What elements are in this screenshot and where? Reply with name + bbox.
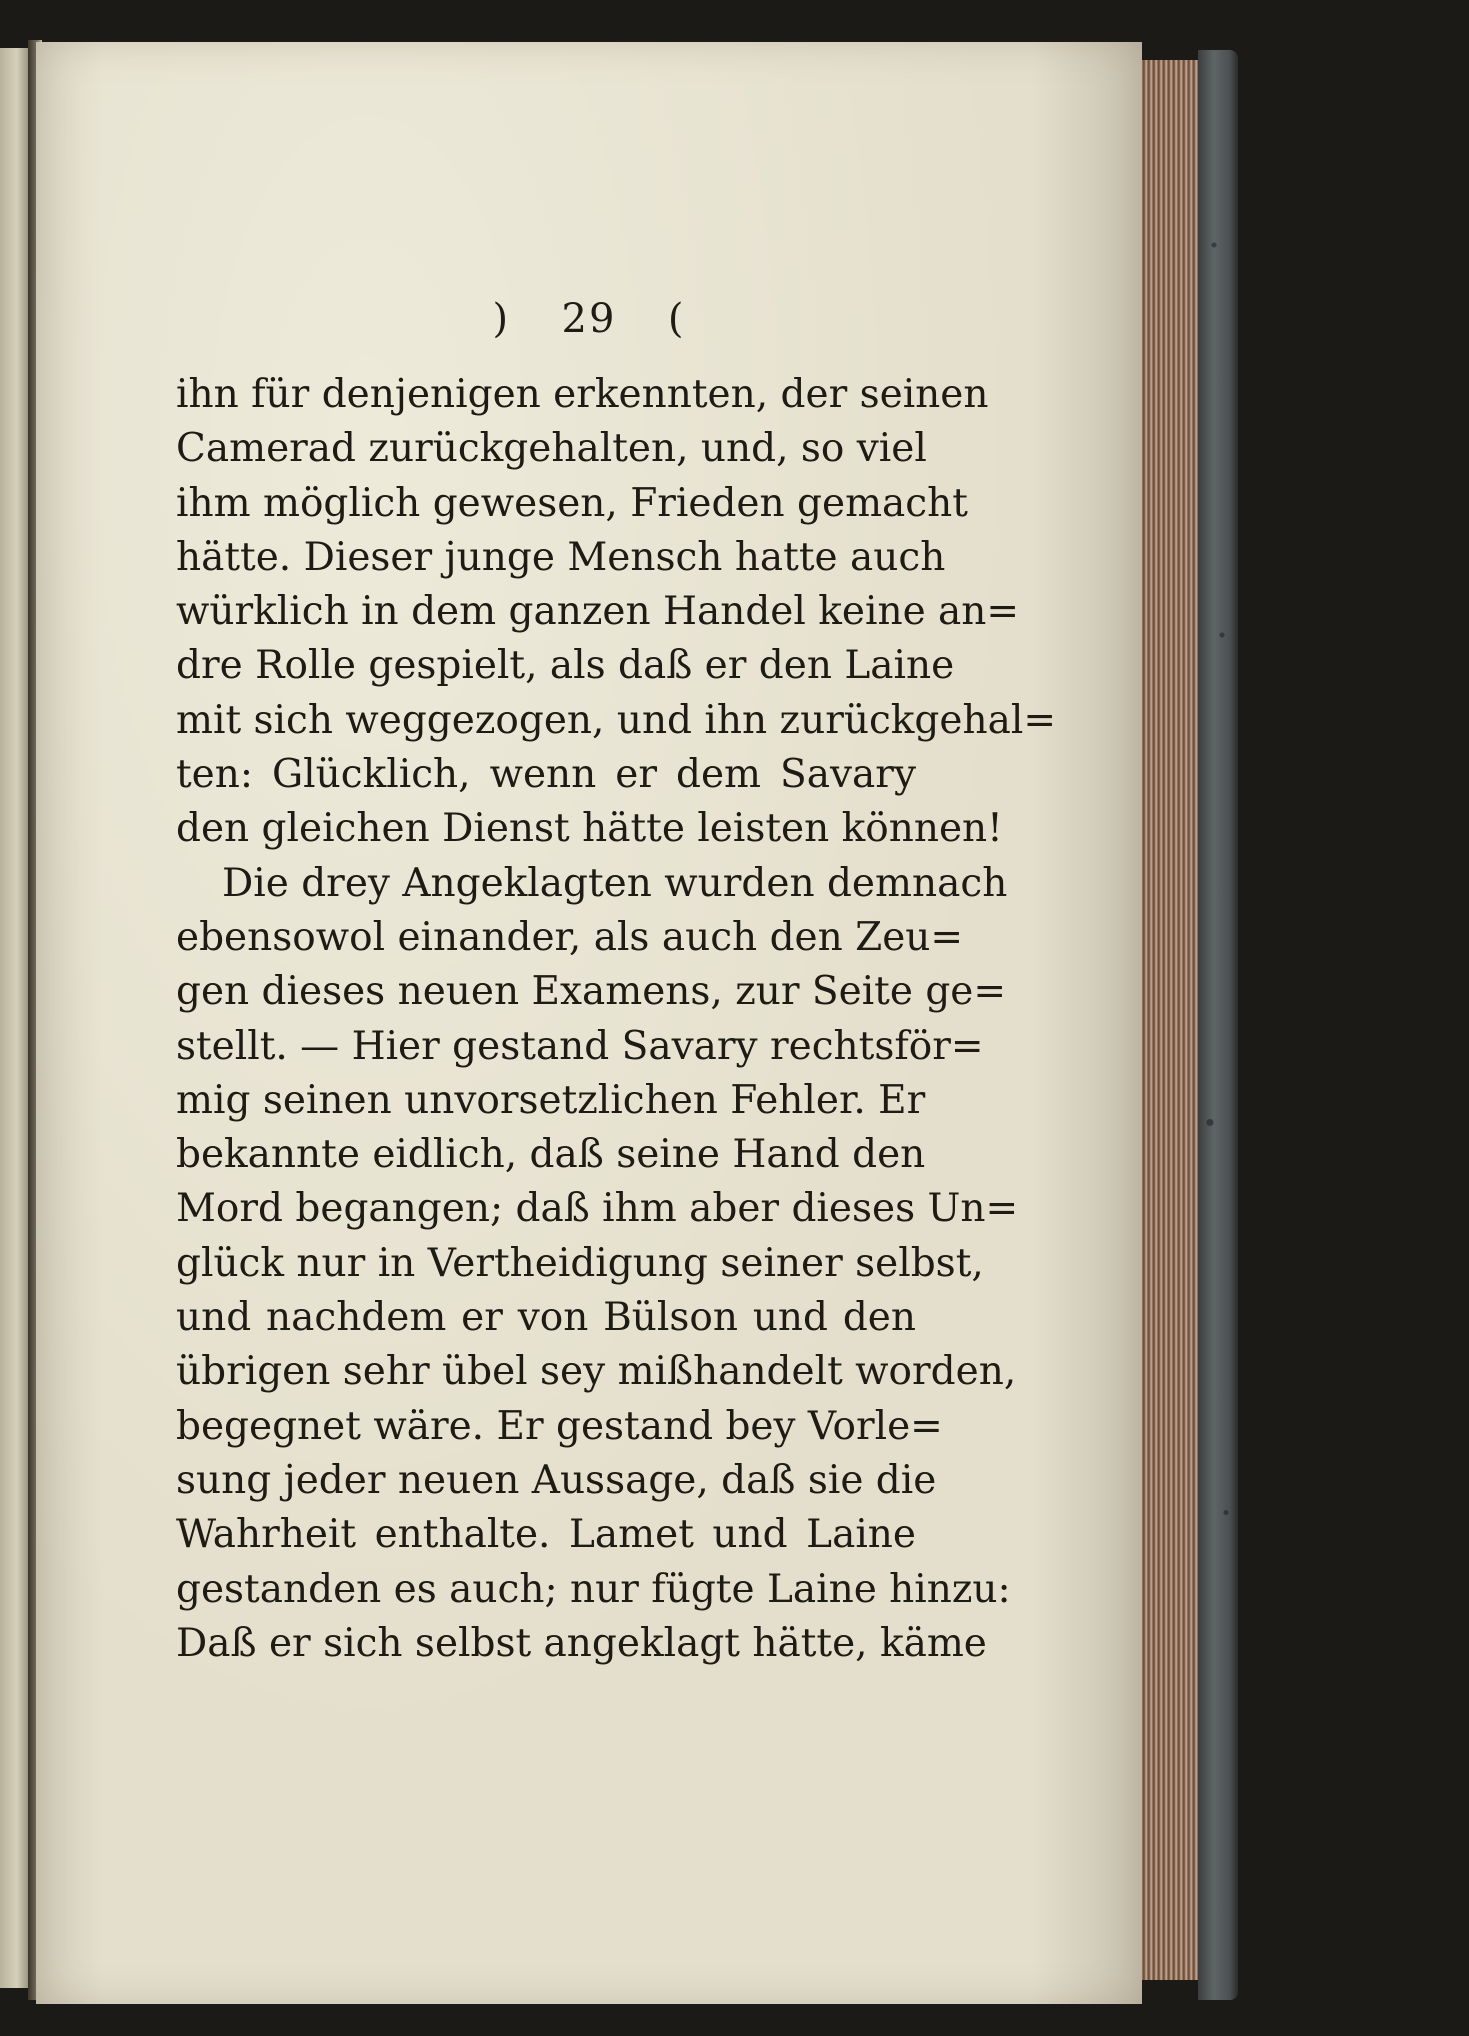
header-left-mark: ) bbox=[492, 296, 511, 342]
text-line: mit sich weggezogen, und ihn zurückgehal= bbox=[176, 697, 1056, 743]
text-line: Mord begangen; daß ihm aber dieses Un= bbox=[176, 1186, 1019, 1232]
text-line: ihm möglich gewesen, Frieden gemacht bbox=[176, 480, 968, 526]
text-line: Wahrheit enthalte. Lamet und Laine bbox=[176, 1512, 916, 1558]
text-line: sung jeder neuen Aussage, daß sie die bbox=[176, 1457, 937, 1503]
text-line: und nachdem er von Bülson und den bbox=[176, 1295, 916, 1341]
text-line: begegnet wäre. Er gestand bey Vorle= bbox=[176, 1403, 943, 1449]
text-line: ten: Glücklich, wenn er dem Savary bbox=[176, 752, 916, 798]
facing-page-edge bbox=[0, 48, 28, 1988]
text-line: ebensowol einander, als auch den Zeu= bbox=[176, 914, 964, 960]
text-line: ihn für denjenigen erkennten, der seinen bbox=[176, 372, 989, 417]
text-line: gestanden es auch; nur fügte Laine hinzu: bbox=[176, 1566, 1011, 1612]
text-line: dre Rolle gespielt, als daß er den Laine bbox=[176, 643, 955, 689]
header-right-mark: ( bbox=[667, 296, 686, 342]
text-line: bekannte eidlich, daß seine Hand den bbox=[176, 1132, 926, 1178]
page-number-header bbox=[36, 296, 1142, 342]
text-line: Daß er sich selbst angeklagt hätte, käme bbox=[176, 1620, 987, 1666]
text-line: glück nur in Vertheidigung seiner selbst, bbox=[176, 1240, 984, 1286]
book-page bbox=[36, 42, 1142, 2004]
text-line: mig seinen unvorsetzlichen Fehler. Er bbox=[176, 1077, 926, 1123]
text-line: würklich in dem ganzen Handel keine an= bbox=[176, 589, 1020, 635]
body-text bbox=[176, 368, 1056, 1671]
page-number: 29 bbox=[561, 296, 617, 342]
text-line: Camerad zurückgehalten, und, so viel bbox=[176, 426, 927, 472]
book-cover-edge bbox=[1198, 50, 1238, 2000]
text-line: gen dieses neuen Examens, zur Seite ge= bbox=[176, 969, 1007, 1015]
text-line: den gleichen Dienst hätte leisten können! bbox=[176, 806, 1003, 852]
text-line: übrigen sehr übel sey mißhandelt worden, bbox=[176, 1349, 1017, 1395]
text-line: Die drey Angeklagten wurden demnach bbox=[222, 860, 1008, 906]
page-edges bbox=[1138, 60, 1201, 1980]
text-line: stellt. — Hier gestand Savary rechtsför= bbox=[176, 1023, 984, 1069]
text-line: hätte. Dieser junge Mensch hatte auch bbox=[176, 534, 946, 580]
